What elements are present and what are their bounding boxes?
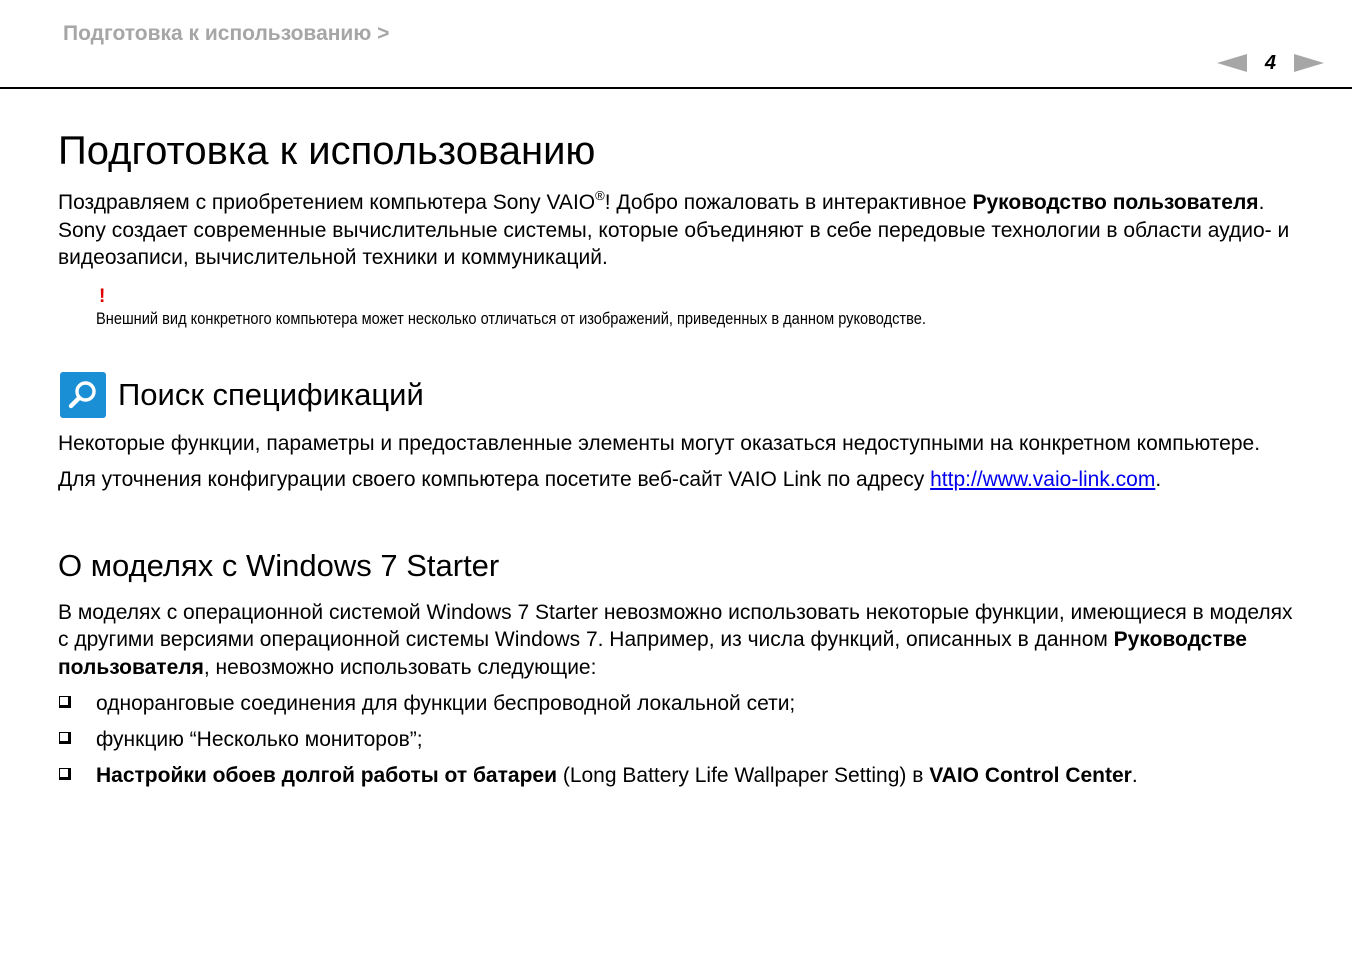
header-divider — [0, 87, 1352, 89]
list-item — [58, 690, 1308, 718]
list-item — [58, 762, 1308, 790]
list-item-bold-setting: Настройки обоев долгой работы от батареи — [96, 764, 557, 787]
list-item-text: (Long Battery Life Wallpaper Setting) в — [557, 764, 930, 787]
windows7-section-title: О моделях с Windows 7 Starter — [58, 547, 500, 583]
breadcrumb[interactable]: Подготовка к использованию > — [63, 22, 390, 45]
spec-paragraph-2-text: Для уточнения конфигурации своего компьютера посетите веб-сайт VAIO Link по адресу — [58, 468, 931, 491]
intro-text-3: . Sony создает современные вычислительные системы, которые объединяют в себе передовые технологии в области аудио- и видеозаписи, вычислительной техники и коммуникаций. — [58, 191, 1290, 269]
checkbox-bullet-icon — [59, 768, 71, 780]
list-item-text: одноранговые соединения для функции беспроводной локальной сети; — [96, 692, 796, 715]
next-page-arrow-icon[interactable] — [1294, 54, 1324, 72]
spec-paragraph-2-end: . — [1155, 468, 1162, 491]
checkbox-bullet-icon — [59, 696, 71, 708]
spec-paragraph-1: Некоторые функции, параметры и предоставленные элементы могут оказаться недоступными на конкретном компьютере. — [58, 431, 1261, 455]
windows7-paragraph — [58, 599, 1308, 682]
unavailable-features-list — [58, 690, 1308, 790]
page-navigation — [1217, 48, 1324, 78]
intro-text-2: ! Добро пожаловать в интерактивное — [604, 191, 973, 214]
previous-page-arrow-icon[interactable] — [1217, 54, 1247, 72]
spec-section-heading — [58, 372, 1308, 418]
note-text: Внешний вид конкретного компьютера может несколько отличаться от изображений, приведенных в данном руководстве. — [96, 308, 926, 328]
windows7-paragraph-text: В моделях с операционной системой Windows 7 Starter невозможно использовать некоторые функции, имеющиеся в моделях с другими версиями операционной системы Windows 7. Например, из числа функций, описанных в данном — [58, 600, 1293, 651]
search-icon — [60, 372, 106, 418]
spec-paragraph-2 — [58, 466, 1308, 494]
note-block — [96, 285, 1308, 330]
list-item-bold-vaio-control-center: VAIO Control Center — [929, 764, 1132, 787]
windows7-bold-user-guide: Руководстве пользователя — [58, 628, 1247, 679]
windows7-paragraph-end: , невозможно использовать следующие: — [203, 655, 597, 679]
page-content — [58, 128, 1308, 798]
page-title: Подготовка к использованию — [58, 129, 596, 173]
list-item-text: функцию “Несколько мониторов”; — [96, 728, 423, 751]
page-number: 4 — [1264, 51, 1276, 74]
intro-text-1: Поздравляем с приобретением компьютера Sony VAIO — [58, 191, 596, 214]
list-item-end: . — [1131, 764, 1138, 787]
registered-mark: ® — [595, 188, 605, 203]
list-item — [58, 726, 1308, 754]
intro-bold-user-guide: Руководство пользователя — [972, 191, 1259, 214]
spec-section-title: Поиск спецификаций — [118, 376, 424, 412]
vaio-link-url[interactable]: http://www.vaio-link.com — [930, 468, 1156, 491]
warning-exclamation-icon: ! — [99, 285, 106, 307]
intro-paragraph — [58, 189, 1308, 272]
checkbox-bullet-icon — [59, 732, 71, 744]
